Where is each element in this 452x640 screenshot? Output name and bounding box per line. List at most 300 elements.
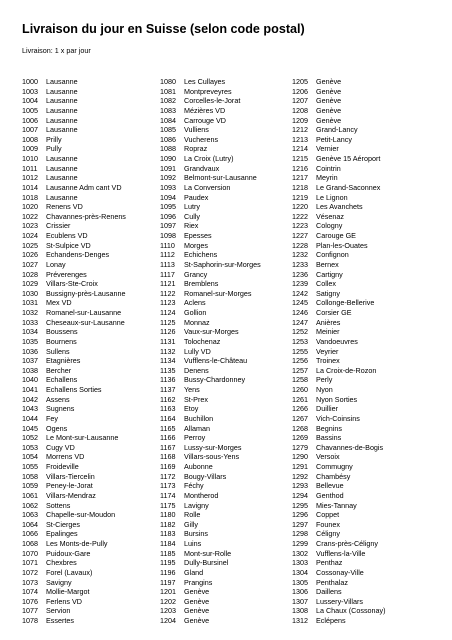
list-item [160, 77, 290, 87]
locality-name: Crans-près-Céligny [316, 539, 378, 548]
list-item [160, 404, 290, 414]
locality-name: Genève [316, 96, 342, 106]
list-item [160, 529, 290, 539]
list-item [22, 462, 152, 472]
postal-column-2 [160, 77, 290, 626]
list-item [292, 510, 422, 520]
locality-name: Etagnières [46, 356, 81, 366]
locality-name: Plan-les-Ouates [316, 240, 368, 250]
list-item [292, 385, 422, 395]
postal-code: 1218 [292, 182, 308, 192]
locality-name: Etoy [184, 404, 199, 414]
list-item [160, 202, 290, 212]
locality-name: Villars-Tiercelin [46, 471, 95, 481]
postal-code: 1124 [160, 308, 176, 317]
list-item [292, 289, 422, 299]
locality-name: Belmont-sur-Lausanne [184, 173, 257, 183]
list-item [292, 568, 422, 578]
locality-name: Meyrin [316, 173, 338, 183]
list-item [292, 96, 422, 106]
list-item [292, 116, 422, 126]
postal-code: 1213 [292, 134, 308, 144]
list-item [292, 462, 422, 472]
postal-code: 1299 [292, 539, 308, 548]
postal-code: 1268 [292, 423, 308, 433]
postal-code: 1082 [160, 96, 176, 106]
locality-name: Ogens [46, 423, 68, 433]
locality-name: La Conversion [184, 182, 231, 192]
postal-code: 1084 [160, 115, 176, 125]
locality-name: Cully [184, 211, 200, 221]
list-item [22, 164, 152, 174]
list-item [292, 472, 422, 482]
locality-name: Cossonay-Ville [316, 567, 364, 577]
locality-name: Collonge-Bellerive [316, 298, 375, 308]
list-item [160, 501, 290, 511]
list-item [160, 558, 290, 568]
postal-code: 1167 [160, 442, 176, 452]
locality-name: Confignon [316, 250, 349, 260]
postal-code: 1034 [22, 327, 38, 337]
postal-code: 1162 [160, 394, 176, 404]
list-item [22, 135, 152, 145]
postal-code: 1207 [292, 96, 308, 106]
list-item [22, 568, 152, 578]
postal-code: 1081 [160, 86, 176, 96]
page-title: Livraison du jour en Suisse (selon code postal) [22, 22, 305, 36]
list-item [22, 385, 152, 395]
locality-name: Préverenges [46, 269, 87, 279]
locality-name: St-Sulpice VD [46, 240, 91, 250]
postal-code: 1076 [22, 596, 38, 606]
locality-name: Genève 15 Aéroport [316, 154, 381, 163]
postal-code: 1307 [292, 596, 308, 606]
list-item [160, 221, 290, 231]
list-item [292, 404, 422, 414]
locality-name: Begnins [316, 423, 342, 433]
locality-name: Renens VD [46, 202, 83, 212]
list-item [160, 452, 290, 462]
postal-code: 1222 [292, 211, 308, 221]
list-item [22, 414, 152, 424]
postal-code: 1036 [22, 346, 38, 356]
postal-code: 1070 [22, 548, 38, 558]
postal-code: 1137 [160, 385, 176, 394]
postal-code: 1205 [292, 77, 308, 86]
locality-name: Echichens [184, 250, 218, 260]
postal-code: 1308 [292, 606, 308, 616]
list-item [160, 606, 290, 616]
postal-code: 1197 [160, 577, 176, 587]
list-item [22, 424, 152, 434]
list-item [292, 616, 422, 626]
postal-code: 1031 [22, 298, 38, 308]
list-item [160, 424, 290, 434]
list-item [292, 587, 422, 597]
list-item [22, 260, 152, 270]
postal-code: 1033 [22, 317, 38, 327]
list-item [292, 154, 422, 164]
postal-code: 1125 [160, 317, 176, 327]
postal-code: 1246 [292, 308, 308, 317]
locality-name: Ferlens VD [46, 596, 82, 606]
locality-name: Penthalaz [316, 577, 348, 587]
postal-code: 1038 [22, 365, 38, 375]
list-item [22, 279, 152, 289]
locality-name: Veyrier [316, 346, 339, 356]
locality-name: Lonay [46, 259, 66, 269]
postal-code: 1029 [22, 279, 38, 289]
locality-name: Cointrin [316, 163, 341, 173]
postal-code: 1000 [22, 77, 38, 86]
postal-code: 1239 [292, 279, 308, 289]
locality-name: Carouge GE [316, 231, 356, 240]
postal-code: 1136 [160, 375, 176, 385]
postal-code: 1110 [160, 240, 175, 250]
list-item [292, 520, 422, 530]
list-item [160, 212, 290, 222]
list-item [22, 597, 152, 607]
list-item [22, 250, 152, 260]
postal-code: 1061 [22, 490, 38, 500]
list-item [292, 558, 422, 568]
postal-code: 1122 [160, 288, 176, 298]
postal-code: 1113 [160, 259, 175, 269]
locality-name: Mex VD [46, 298, 72, 308]
list-item [160, 472, 290, 482]
list-item [160, 443, 290, 453]
list-item [292, 221, 422, 231]
list-item [160, 318, 290, 328]
postal-code: 1304 [292, 567, 308, 577]
postal-code: 1008 [22, 134, 38, 144]
postal-code: 1217 [292, 173, 308, 183]
locality-name: Luins [184, 539, 202, 548]
locality-name: Vaux-sur-Morges [184, 327, 239, 337]
list-item [292, 173, 422, 183]
list-item [292, 241, 422, 251]
postal-code: 1219 [292, 192, 308, 202]
locality-name: Sottens [46, 500, 71, 510]
list-item [292, 231, 422, 241]
locality-name: Ropraz [184, 144, 208, 154]
postal-code: 1045 [22, 423, 38, 433]
postal-code: 1024 [22, 231, 38, 240]
locality-name: Genève [316, 115, 342, 125]
postal-code: 1022 [22, 211, 38, 221]
list-item [160, 173, 290, 183]
list-item [22, 395, 152, 405]
locality-name: Penthaz [316, 558, 343, 568]
locality-name: Puidoux-Gare [46, 548, 91, 558]
locality-name: Vulliens [184, 125, 209, 135]
postal-code: 1182 [160, 519, 176, 529]
locality-name: Savigny [46, 577, 72, 587]
list-item [22, 298, 152, 308]
postal-code: 1223 [292, 221, 308, 231]
list-item [22, 347, 152, 357]
locality-name: Montpreveyres [184, 86, 232, 96]
postal-code: 1279 [292, 442, 308, 452]
list-item [22, 77, 152, 87]
list-item [160, 327, 290, 337]
postal-code: 1095 [160, 202, 176, 212]
list-item [292, 433, 422, 443]
locality-name: Féchy [184, 481, 204, 491]
postal-code: 1203 [160, 606, 176, 616]
locality-name: Bellevue [316, 481, 344, 491]
postal-code: 1185 [160, 548, 176, 558]
postal-code: 1291 [292, 462, 308, 471]
postal-code: 1044 [22, 413, 38, 423]
list-item [292, 260, 422, 270]
postal-code: 1032 [22, 308, 38, 317]
locality-name: Buchillon [184, 413, 214, 423]
list-item [22, 270, 152, 280]
locality-name: Epesses [184, 231, 212, 240]
locality-name: Lausanne [46, 192, 78, 202]
postal-code: 1064 [22, 519, 38, 529]
locality-name: Genève [184, 587, 210, 597]
postal-code: 1009 [22, 144, 38, 154]
list-item [292, 501, 422, 511]
list-item [292, 250, 422, 260]
locality-name: Lavigny [184, 500, 209, 510]
locality-name: Lausanne [46, 125, 78, 135]
list-item [22, 481, 152, 491]
locality-name: Yens [184, 385, 200, 394]
postal-code: 1131 [160, 336, 176, 346]
list-item [292, 597, 422, 607]
postal-code: 1202 [160, 596, 176, 606]
postal-code: 1258 [292, 375, 308, 385]
list-item [22, 375, 152, 385]
postal-code: 1298 [292, 529, 308, 539]
locality-name: Romanel-sur-Morges [184, 288, 252, 298]
locality-name: Fey [46, 413, 58, 423]
postal-code: 1030 [22, 288, 38, 298]
locality-name: Duillier [316, 404, 338, 414]
postal-code: 1236 [292, 269, 308, 279]
locality-name: Bassins [316, 433, 342, 443]
list-item [22, 539, 152, 549]
locality-name: Aubonne [184, 462, 213, 471]
locality-name: Nyon Sorties [316, 394, 358, 404]
list-item [160, 385, 290, 395]
postal-code: 1164 [160, 413, 176, 423]
locality-name: Sugnens [46, 404, 75, 414]
locality-name: Lausanne [46, 96, 78, 106]
postal-code: 1165 [160, 423, 176, 433]
list-item [160, 568, 290, 578]
postal-code: 1212 [292, 125, 308, 135]
locality-name: Crissier [46, 221, 71, 231]
postal-code: 1007 [22, 125, 38, 135]
list-item [160, 183, 290, 193]
locality-name: Vich-Coinsins [316, 413, 360, 423]
list-item [292, 549, 422, 559]
postal-code: 1035 [22, 336, 38, 346]
list-item [22, 404, 152, 414]
list-item [22, 318, 152, 328]
list-item [22, 327, 152, 337]
locality-name: Monnaz [184, 317, 210, 327]
list-item [292, 424, 422, 434]
list-item [160, 347, 290, 357]
locality-name: Forel (Lavaux) [46, 567, 93, 577]
locality-name: Cheseaux-sur-Lausanne [46, 317, 125, 327]
list-item [292, 298, 422, 308]
postal-code: 1006 [22, 115, 38, 125]
locality-name: Lausanne Adm cant VD [46, 182, 122, 192]
postal-code: 1014 [22, 182, 38, 192]
locality-name: Commugny [316, 462, 353, 471]
postal-code: 1071 [22, 558, 38, 568]
locality-name: Vufflens-le-Château [184, 356, 248, 366]
locality-name: Carrouge VD [184, 115, 226, 125]
locality-name: Versoix [316, 452, 340, 462]
list-item [292, 606, 422, 616]
postal-code: 1121 [160, 279, 176, 289]
list-item [22, 587, 152, 597]
list-item [292, 87, 422, 97]
list-item [160, 241, 290, 251]
list-item [22, 510, 152, 520]
locality-name: Lausanne [46, 154, 78, 163]
locality-name: Villars-sous-Yens [184, 452, 240, 462]
locality-name: Lussery-Villars [316, 596, 363, 606]
locality-name: Froideville [46, 462, 79, 471]
postal-code: 1112 [160, 250, 175, 260]
locality-name: Gland [184, 567, 204, 577]
locality-name: Pully [46, 144, 62, 154]
locality-name: Riex [184, 221, 199, 231]
postal-code: 1041 [22, 385, 38, 394]
postal-code: 1206 [292, 86, 308, 96]
list-item [160, 260, 290, 270]
postal-code: 1083 [160, 105, 176, 115]
list-item [160, 231, 290, 241]
postal-code: 1072 [22, 567, 38, 577]
list-item [22, 366, 152, 376]
list-item [292, 270, 422, 280]
postal-code: 1005 [22, 105, 38, 115]
locality-name: Grancy [184, 269, 208, 279]
locality-name: Villars-Ste-Croix [46, 279, 98, 289]
locality-name: Lausanne [46, 115, 78, 125]
postal-code: 1042 [22, 394, 38, 404]
list-item [22, 529, 152, 539]
postal-code: 1063 [22, 510, 38, 520]
postal-code: 1037 [22, 356, 38, 366]
postal-code: 1228 [292, 240, 308, 250]
postal-code: 1073 [22, 577, 38, 587]
postal-code: 1204 [160, 616, 176, 625]
postal-code: 1297 [292, 519, 308, 529]
postal-code: 1255 [292, 346, 308, 356]
list-item [292, 106, 422, 116]
locality-name: Le Lignon [316, 192, 348, 202]
locality-name: Le Grand-Saconnex [316, 182, 381, 192]
postal-code: 1126 [160, 327, 176, 337]
locality-name: Echallens Sorties [46, 385, 102, 394]
postal-code: 1117 [160, 269, 175, 279]
postal-code: 1261 [292, 394, 308, 404]
postal-code: 1027 [22, 259, 38, 269]
locality-name: Bremblens [184, 279, 219, 289]
locality-name: La Chaux (Cossonay) [316, 606, 386, 616]
locality-name: Lausanne [46, 77, 78, 86]
locality-name: Prilly [46, 134, 62, 144]
list-item [292, 202, 422, 212]
locality-name: Genève [316, 105, 342, 115]
locality-name: Bussy-Chardonney [184, 375, 246, 385]
locality-name: Bougy-Villars [184, 471, 227, 481]
list-item [160, 597, 290, 607]
postal-code: 1209 [292, 115, 308, 125]
list-item [22, 472, 152, 482]
postal-code: 1220 [292, 202, 308, 212]
postal-code: 1296 [292, 510, 308, 520]
list-item [160, 106, 290, 116]
locality-name: Denens [184, 365, 209, 375]
locality-name: St-Cierges [46, 519, 80, 529]
postal-code: 1023 [22, 221, 38, 231]
locality-name: Lussy-sur-Morges [184, 442, 242, 452]
locality-name: Cugy VD [46, 442, 75, 452]
list-item [22, 231, 152, 241]
list-item [292, 356, 422, 366]
list-item [160, 587, 290, 597]
list-item [160, 270, 290, 280]
postal-code: 1215 [292, 154, 308, 163]
postal-code: 1043 [22, 404, 38, 414]
list-item [292, 529, 422, 539]
list-item [292, 125, 422, 135]
locality-name: Genthod [316, 490, 344, 500]
postal-code: 1092 [160, 173, 176, 183]
postal-code: 1098 [160, 231, 176, 240]
locality-name: Les Monts-de-Pully [46, 539, 108, 548]
locality-name: Petit-Lancy [316, 134, 352, 144]
locality-name: Epalinges [46, 529, 78, 539]
locality-name: Vésenaz [316, 211, 344, 221]
postal-code: 1054 [22, 452, 38, 462]
list-item [160, 337, 290, 347]
locality-name: Genève [184, 616, 210, 625]
postal-code: 1028 [22, 269, 38, 279]
locality-name: Genève [184, 596, 210, 606]
list-item [160, 279, 290, 289]
list-item [292, 481, 422, 491]
locality-name: Vucherens [184, 134, 219, 144]
postal-code: 1003 [22, 86, 38, 96]
locality-name: Boussens [46, 327, 78, 337]
locality-name: Genève [184, 606, 210, 616]
list-item [22, 356, 152, 366]
list-item [160, 154, 290, 164]
locality-name: St-Prex [184, 394, 208, 404]
postal-code: 1292 [292, 471, 308, 481]
postal-code: 1208 [292, 105, 308, 115]
locality-name: Prangins [184, 577, 213, 587]
locality-name: Meinier [316, 327, 340, 337]
list-item [22, 144, 152, 154]
list-item [160, 356, 290, 366]
postal-code: 1252 [292, 327, 308, 337]
postal-code: 1066 [22, 529, 38, 539]
postal-code: 1097 [160, 221, 176, 231]
